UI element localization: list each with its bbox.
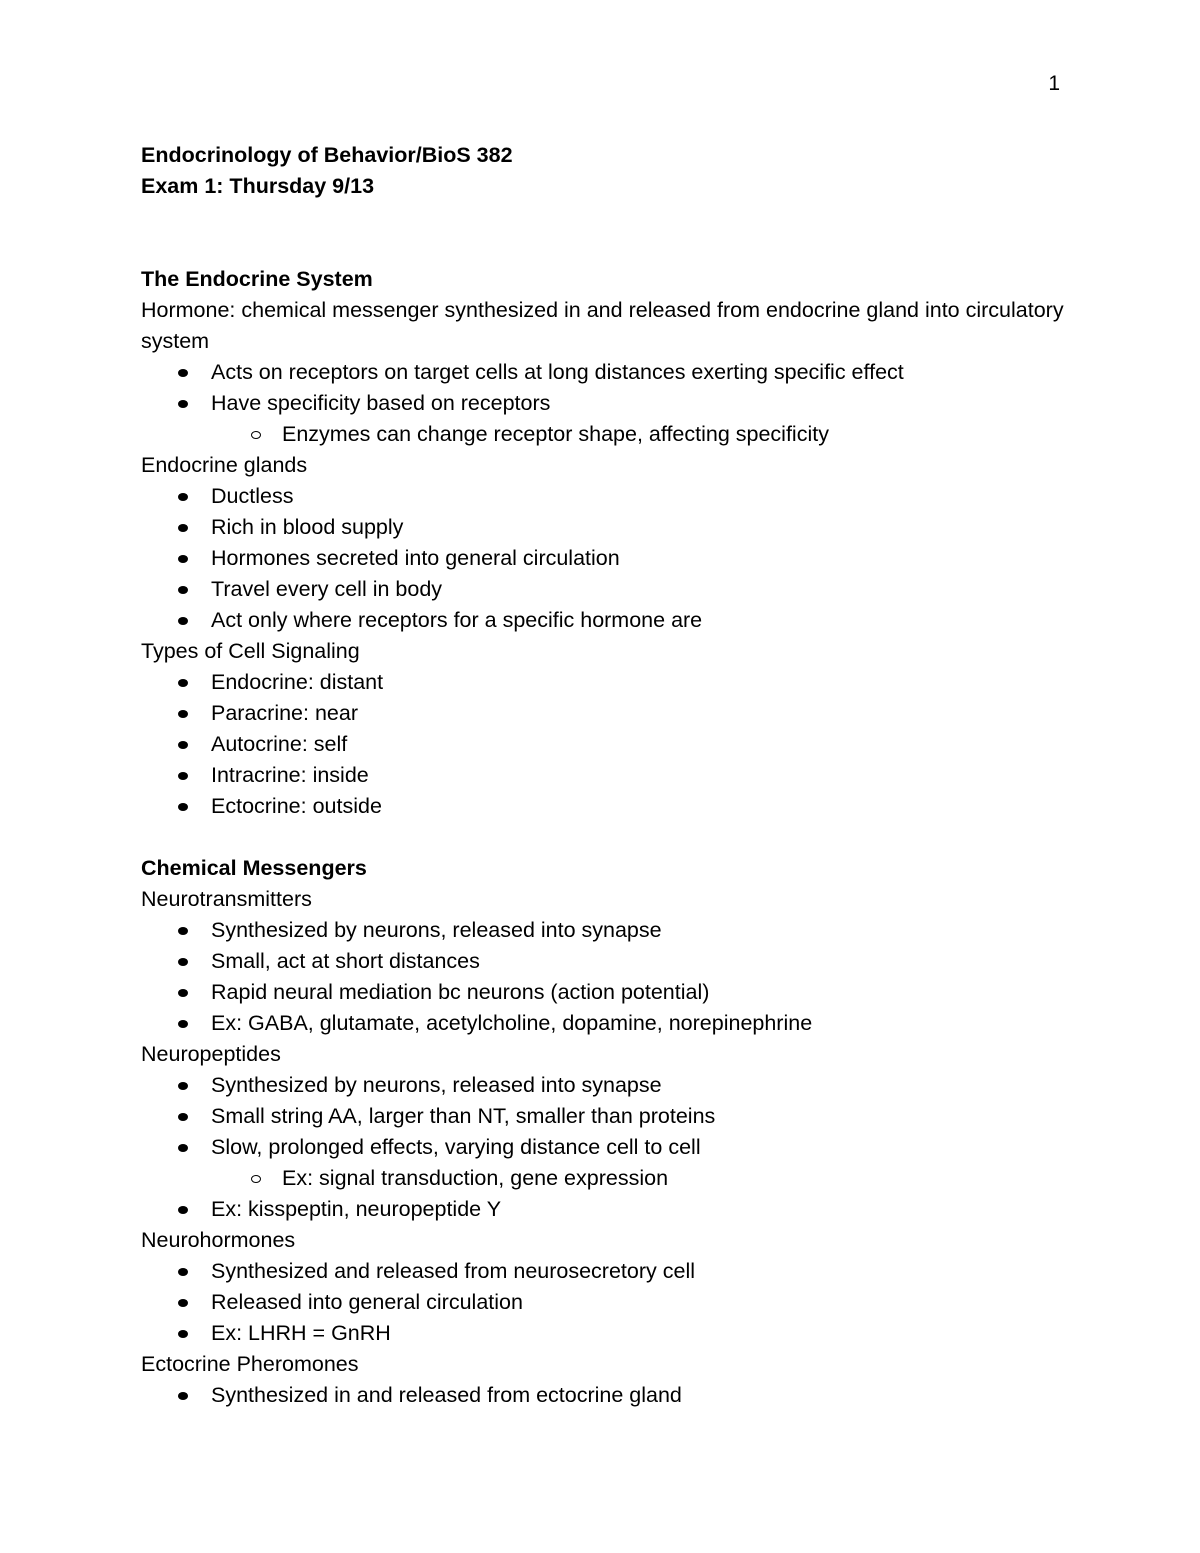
bullet-dot-icon <box>178 617 188 625</box>
spacer <box>141 822 1101 853</box>
topic-line: Types of Cell Signaling <box>141 639 360 663</box>
list-item-text: Synthesized and released from neurosecretory cell <box>211 1259 696 1283</box>
course-title: Endocrinology of Behavior/BioS 382 <box>141 143 513 167</box>
list-item-text: Ex: LHRH = GnRH <box>211 1321 391 1345</box>
bullet-dot-icon <box>178 1113 188 1121</box>
bullet-circle-icon <box>251 431 261 439</box>
bullet-dot-icon <box>178 400 188 408</box>
list-item-text: Hormones secreted into general circulation <box>211 546 620 570</box>
bullet-dot-icon <box>178 555 188 563</box>
bullet-dot-icon <box>178 1206 188 1214</box>
list-item-text: Travel every cell in body <box>211 577 443 601</box>
list-item-text: Synthesized by neurons, released into synapse <box>211 918 662 942</box>
list-item <box>141 698 1101 729</box>
sub-list-item <box>141 419 1101 450</box>
topic-line: Neuropeptides <box>141 1042 281 1066</box>
list-item-text: Slow, prolonged effects, varying distance cell to cell <box>211 1135 701 1159</box>
bullet-dot-icon <box>178 989 188 997</box>
list-item-text: Intracrine: inside <box>211 763 369 787</box>
exam-date: Exam 1: Thursday 9/13 <box>141 174 375 198</box>
list-item <box>141 1070 1101 1101</box>
list-item-text: Paracrine: near <box>211 701 358 725</box>
list-item <box>141 760 1101 791</box>
list-item <box>141 481 1101 512</box>
list-item-text: Ectocrine: outside <box>211 794 382 818</box>
list-item <box>141 357 1101 388</box>
list-item <box>141 605 1101 636</box>
topic-line: Neurohormones <box>141 1228 296 1252</box>
bullet-dot-icon <box>178 710 188 718</box>
bullet-dot-icon <box>178 803 188 811</box>
bullet-dot-icon <box>178 1330 188 1338</box>
list-item <box>141 512 1101 543</box>
list-item-text: Synthesized in and released from ectocrine gland <box>211 1383 682 1407</box>
bullet-dot-icon <box>178 1392 188 1400</box>
bullet-dot-icon <box>178 586 188 594</box>
topic-line: Neurotransmitters <box>141 887 312 911</box>
topic-line: Hormone: chemical messenger synthesized in and released from endocrine gland into circulatory system <box>141 298 1064 353</box>
topic-line: Ectocrine Pheromones <box>141 1352 359 1376</box>
list-item <box>141 1101 1101 1132</box>
list-item-text: Small string AA, larger than NT, smaller than proteins <box>211 1104 716 1128</box>
spacer <box>141 202 1101 233</box>
page-number: 1 <box>1048 72 1060 95</box>
list-item-text: Synthesized by neurons, released into synapse <box>211 1073 662 1097</box>
bullet-dot-icon <box>178 369 188 377</box>
bullet-dot-icon <box>178 1144 188 1152</box>
list-item <box>141 1318 1101 1349</box>
sub-list-item-text: Enzymes can change receptor shape, affecting specificity <box>282 422 829 446</box>
bullet-dot-icon <box>178 679 188 687</box>
list-item-text: Rapid neural mediation bc neurons (action potential) <box>211 980 710 1004</box>
document-body <box>141 140 1101 1411</box>
bullet-dot-icon <box>178 772 188 780</box>
bullet-circle-icon <box>251 1175 261 1183</box>
spacer <box>141 233 1101 264</box>
sections-container <box>141 264 1101 1411</box>
list-item-text: Rich in blood supply <box>211 515 404 539</box>
bullet-dot-icon <box>178 1268 188 1276</box>
list-item-text: Autocrine: self <box>211 732 348 756</box>
bullet-dot-icon <box>178 1299 188 1307</box>
bullet-dot-icon <box>178 1082 188 1090</box>
list-item-text: Act only where receptors for a specific hormone are <box>211 608 703 632</box>
list-item <box>141 667 1101 698</box>
list-item <box>141 1132 1101 1163</box>
bullet-dot-icon <box>178 927 188 935</box>
section-heading: The Endocrine System <box>141 267 373 291</box>
list-item <box>141 574 1101 605</box>
list-item <box>141 791 1101 822</box>
list-item-text: Ductless <box>211 484 294 508</box>
bullet-dot-icon <box>178 741 188 749</box>
list-item <box>141 915 1101 946</box>
list-item <box>141 1287 1101 1318</box>
list-item <box>141 388 1101 419</box>
list-item <box>141 543 1101 574</box>
topic-line: Endocrine glands <box>141 453 308 477</box>
list-item-text: Ex: GABA, glutamate, acetylcholine, dopamine, norepinephrine <box>211 1011 813 1035</box>
bullet-dot-icon <box>178 958 188 966</box>
list-item-text: Released into general circulation <box>211 1290 523 1314</box>
list-item-text: Small, act at short distances <box>211 949 480 973</box>
list-item <box>141 1008 1101 1039</box>
list-item-text: Acts on receptors on target cells at long distances exerting specific effect <box>211 360 904 384</box>
sub-list-item-text: Ex: signal transduction, gene expression <box>282 1166 669 1190</box>
section-heading: Chemical Messengers <box>141 856 367 880</box>
list-item <box>141 1256 1101 1287</box>
list-item <box>141 946 1101 977</box>
list-item <box>141 1194 1101 1225</box>
list-item-text: Ex: kisspeptin, neuropeptide Y <box>211 1197 502 1221</box>
list-item <box>141 729 1101 760</box>
bullet-dot-icon <box>178 524 188 532</box>
list-item-text: Have specificity based on receptors <box>211 391 551 415</box>
list-item <box>141 1380 1101 1411</box>
sub-list-item <box>141 1163 1101 1194</box>
bullet-dot-icon <box>178 1020 188 1028</box>
list-item-text: Endocrine: distant <box>211 670 384 694</box>
list-item <box>141 977 1101 1008</box>
bullet-dot-icon <box>178 493 188 501</box>
